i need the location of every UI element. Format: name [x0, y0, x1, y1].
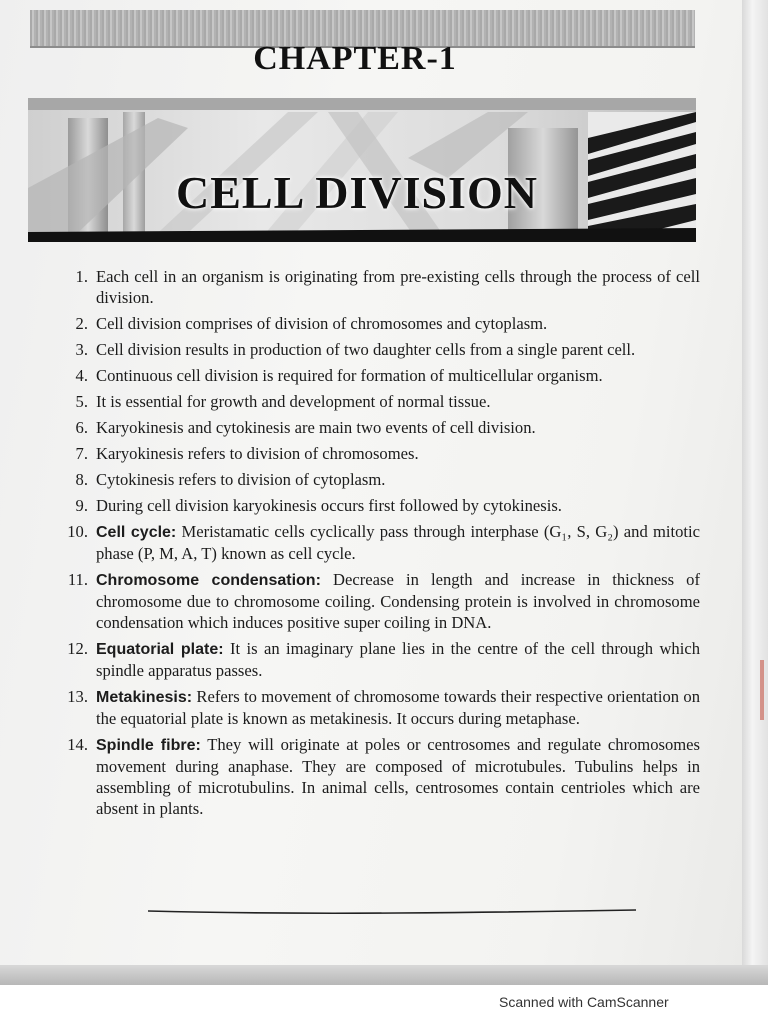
scanner-watermark: Scanned with CamScanner — [499, 994, 669, 1010]
item-text: Cell division results in production of two daughter cells from a single parent cell. — [96, 340, 636, 359]
item-text: Karyokinesis refers to division of chromosomes. — [96, 444, 419, 463]
item-term: Spindle fibre: — [96, 737, 201, 754]
list-item — [58, 417, 700, 438]
item-number: 9. — [75, 496, 88, 515]
list-item — [58, 469, 700, 490]
list-item — [58, 686, 700, 729]
item-term: Chromosome condensation: — [96, 572, 321, 589]
item-text: Each cell in an organism is originating from pre-existing cells through the process of cell division. — [96, 267, 700, 307]
item-text: Continuous cell division is required for formation of multicellular organism. — [96, 366, 603, 385]
item-number: 1. — [75, 267, 88, 286]
item-number: 10. — [67, 522, 88, 541]
item-term: Equatorial plate: — [96, 641, 224, 658]
item-number: 3. — [75, 340, 88, 359]
item-number: 14. — [67, 735, 88, 754]
item-number: 13. — [67, 687, 88, 706]
page-right-edge — [742, 0, 768, 985]
list-item — [58, 734, 700, 819]
item-number: 4. — [75, 366, 88, 385]
item-number: 6. — [75, 418, 88, 437]
list-item — [58, 521, 700, 564]
item-text: Decrease in length and increase in thickness of chromosome due to chromosome coiling. Condensing protein is involved in chromosome condensation which induces positive super coiling in DNA. — [96, 570, 700, 632]
item-text: It is an imaginary plane lies in the centre of the cell through which spindle apparatus passes. — [96, 639, 700, 680]
list-item — [58, 638, 700, 681]
item-text: They will originate at poles or centrosomes and regulate chromosomes movement during anaphase. They are composed of microtubules. Tubulins helps in assembling of microtubulins. In animal cells, centrosomes contain centrioles which are absent in plants. — [96, 735, 700, 818]
item-number: 12. — [67, 639, 88, 658]
list-item — [58, 569, 700, 633]
chapter-title: CELL DIVISION — [176, 167, 538, 218]
item-text: Refers to movement of chromosome towards their respective orientation on the equatorial plate is known as metakinesis. It occurs during metaphase. — [96, 687, 700, 728]
pen-underline-mark — [148, 909, 636, 915]
item-number: 11. — [67, 570, 88, 589]
list-item — [58, 443, 700, 464]
list-item — [58, 365, 700, 386]
item-text: Meristamatic cells cyclically pass through interphase (G₁, S, G₂) and mitotic phase (P, M, A, T) known as cell cycle. — [96, 522, 701, 563]
item-number: 8. — [75, 470, 88, 489]
list-item — [58, 266, 700, 308]
item-number: 7. — [75, 444, 88, 463]
item-term: Cell cycle: — [96, 524, 177, 541]
chapter-label: CHAPTER-1 — [253, 40, 457, 77]
item-text: During cell division karyokinesis occurs first followed by cytokinesis. — [96, 496, 562, 515]
item-text: Cell division comprises of division of chromosomes and cytoplasm. — [96, 314, 548, 333]
edge-color-mark — [760, 660, 764, 720]
key-points-list — [58, 266, 700, 824]
title-banner — [28, 98, 696, 242]
list-item — [58, 391, 700, 412]
item-text: It is essential for growth and development of normal tissue. — [96, 392, 491, 411]
list-item — [58, 339, 700, 360]
item-text: Karyokinesis and cytokinesis are main two events of cell division. — [96, 418, 536, 437]
item-number: 2. — [75, 314, 88, 333]
item-term: Metakinesis: — [96, 689, 193, 706]
item-text: Cytokinesis refers to division of cytoplasm. — [96, 470, 386, 489]
page-bottom-shadow — [0, 965, 768, 985]
list-item — [58, 313, 700, 334]
list-item — [58, 495, 700, 516]
item-number: 5. — [75, 392, 88, 411]
